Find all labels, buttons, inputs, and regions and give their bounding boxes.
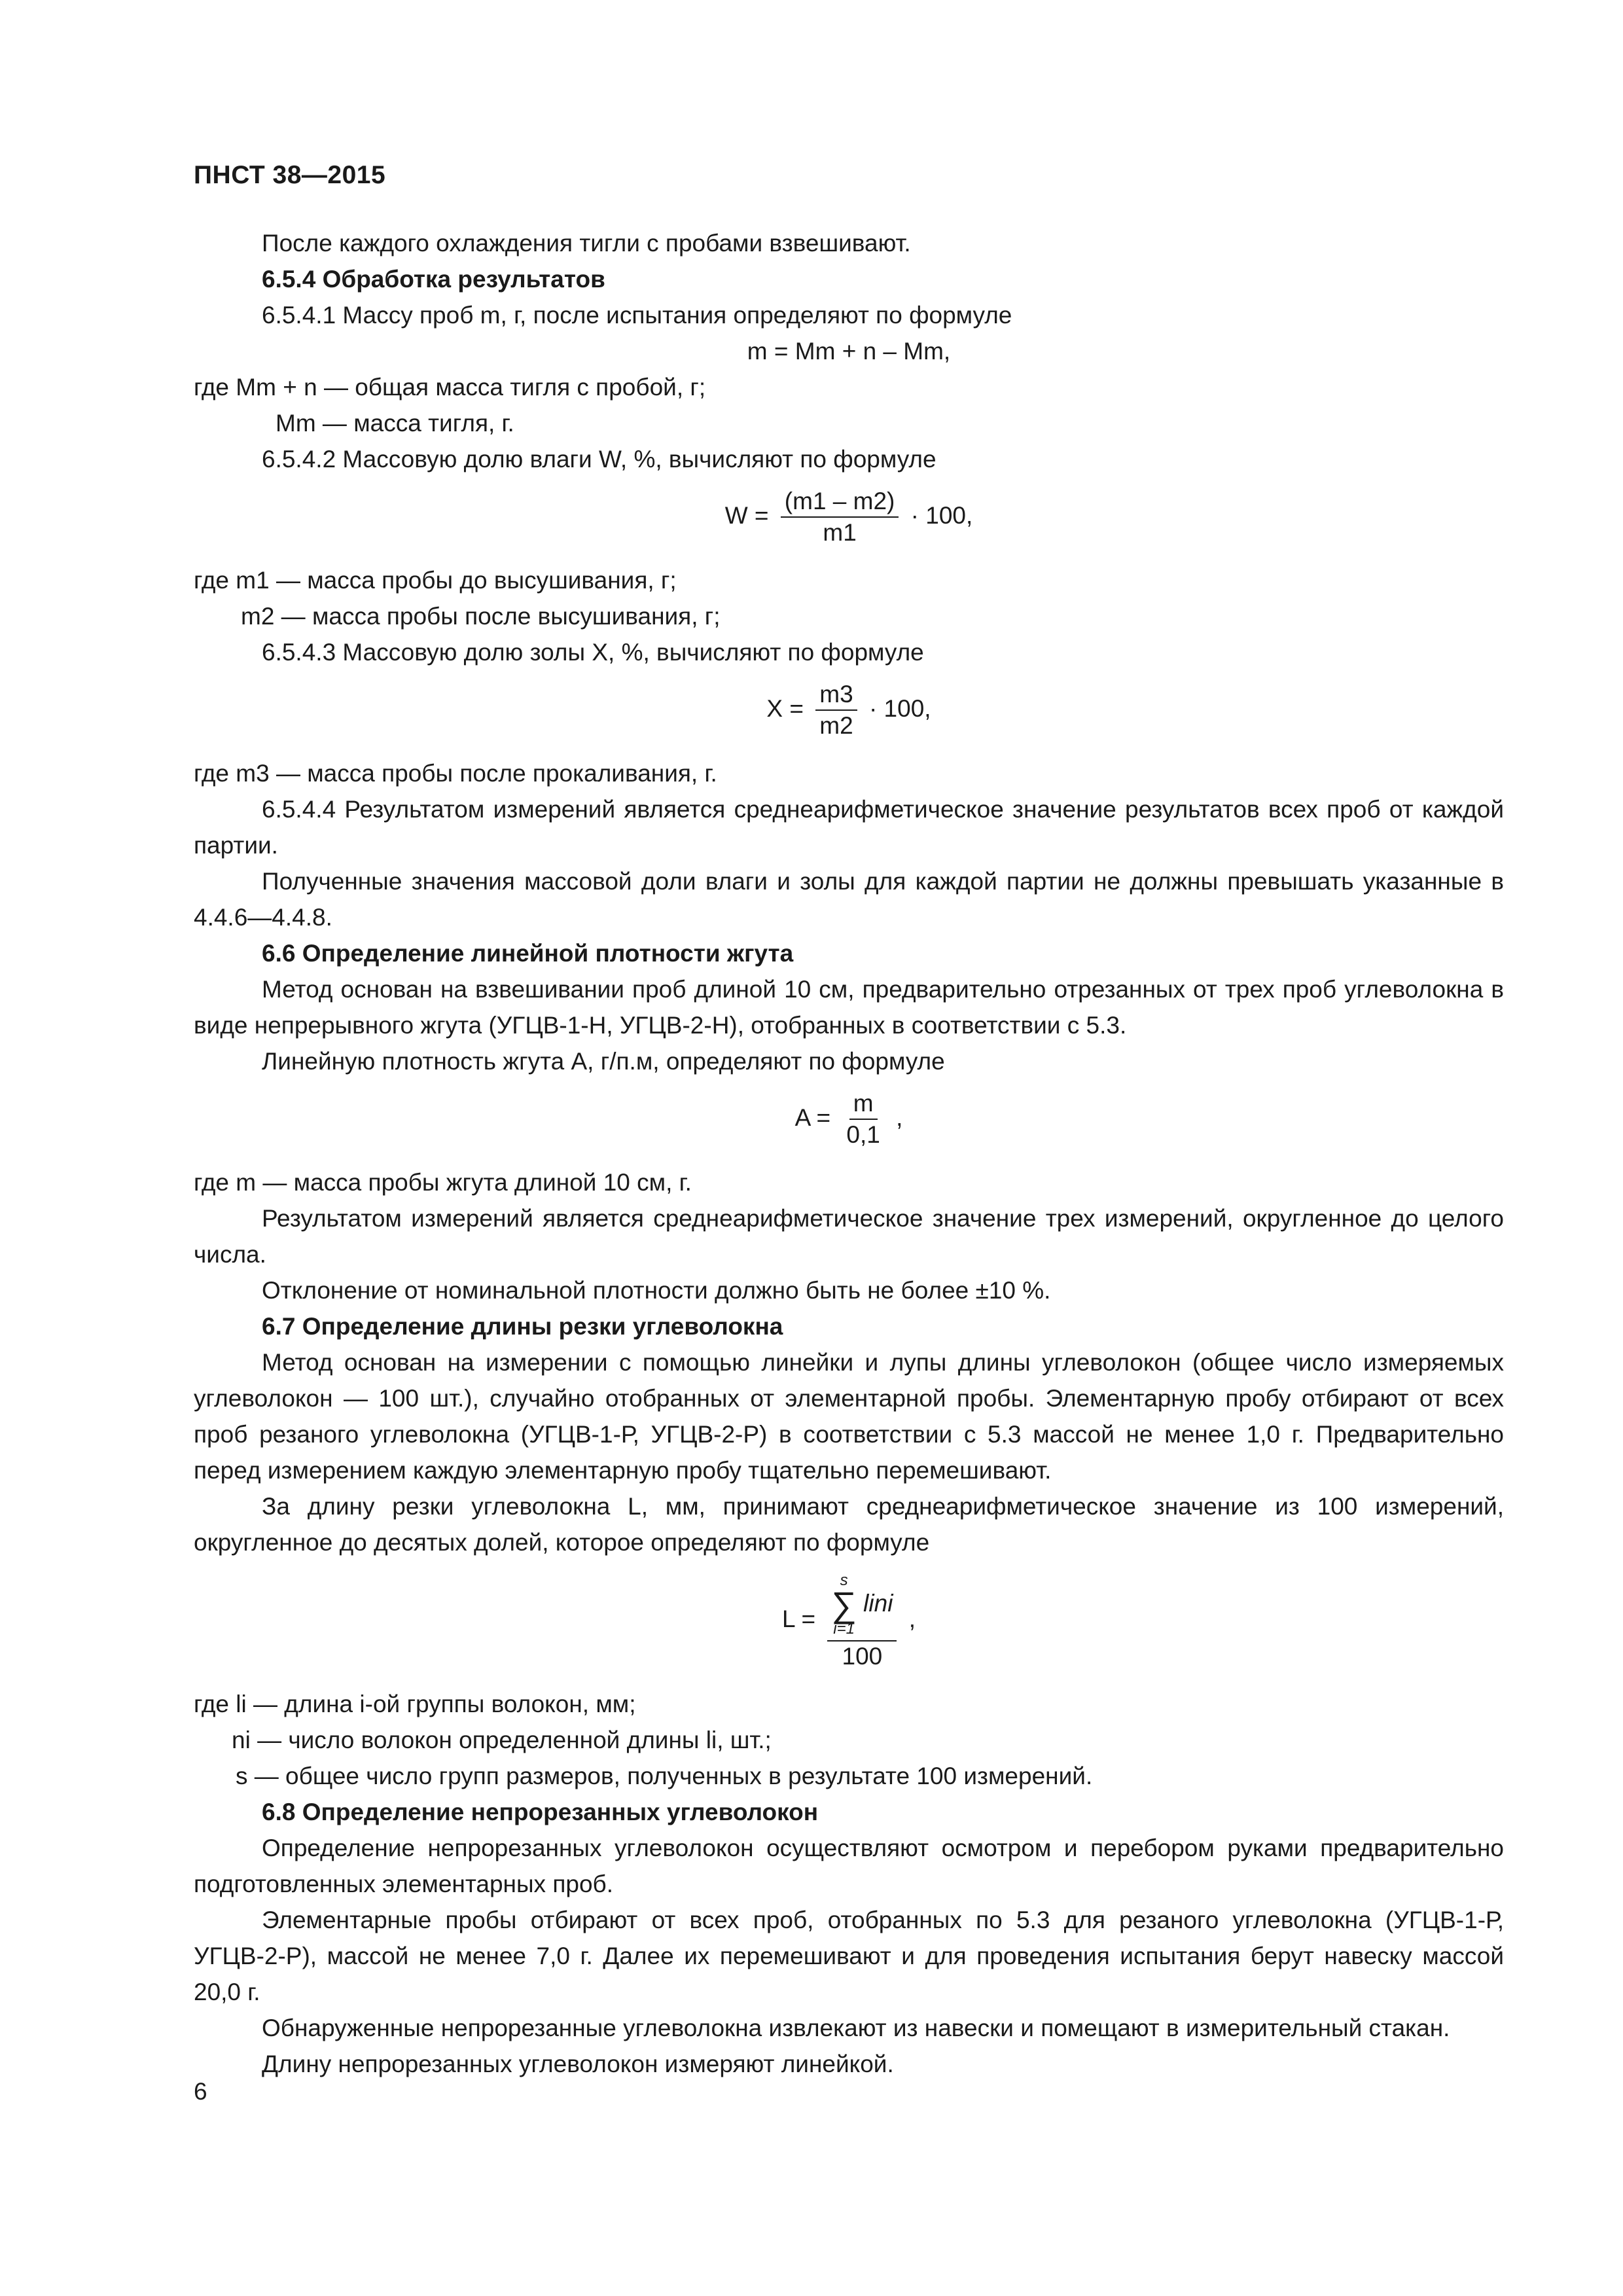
formula-density-denominator: 0,1 xyxy=(846,1121,880,1148)
formula-ash-numerator: m3 xyxy=(815,681,857,711)
heading-6-5-4: 6.5.4 Обработка результатов xyxy=(262,266,605,293)
heading-6-8: 6.8 Определение непрорезанных углеволокон xyxy=(262,1799,819,1825)
formula-length-lhs: L = xyxy=(782,1605,816,1632)
formula-moisture-lhs: W = xyxy=(724,501,769,529)
paragraph-6-7-formula-intro: За длину резки углеволокна L, мм, принимают среднеарифметическое значение из 100 измерений, округленное до десятых долей, которое определяют по формуле xyxy=(194,1493,1504,1556)
formula-length-denominator: 100 xyxy=(842,1643,883,1670)
formula-density-numerator: m xyxy=(849,1090,878,1120)
formula-moisture-fraction xyxy=(781,488,899,547)
formula-moisture-numerator: (m1 – m2) xyxy=(781,488,899,518)
heading-6-7: 6.7 Определение длины резки углеволокна xyxy=(262,1313,783,1340)
formula-ash-lhs: X = xyxy=(766,694,804,722)
legend-li: где li — длина i-ой группы волокон, мм; xyxy=(194,1691,636,1717)
document-code-header: ПНСТ 38—2015 xyxy=(194,161,386,189)
summation-lower-limit: i=1 xyxy=(833,1620,855,1638)
formula-ash-fraction xyxy=(815,681,857,740)
summation-sign xyxy=(831,1571,857,1639)
summation-upper-limit: s xyxy=(840,1571,848,1589)
page-number: 6 xyxy=(194,2078,207,2105)
legend-m-tow: где m — масса пробы жгута длиной 10 см, г. xyxy=(194,1169,692,1196)
formula-length-numerator xyxy=(827,1571,897,1641)
formula-density-fraction xyxy=(842,1090,883,1149)
formula-density-tail: , xyxy=(896,1103,903,1131)
paragraph-6-5-4-1: 6.5.4.1 Массу проб m, г, после испытания определяют по формуле xyxy=(262,302,1012,329)
paragraph-6-8-extraction: Обнаруженные непрорезанные углеволокна извлекают из навески и помещают в измерительный стакан. xyxy=(262,2015,1450,2041)
paragraph-6-8-measure: Длину непрорезанных углеволокон измеряют линейкой. xyxy=(262,2051,894,2077)
legend-m-total: где Mm + n — общая масса тигля с пробой, г; xyxy=(194,374,706,401)
legend-m-crucible: Mm — масса тигля, г. xyxy=(276,410,514,437)
paragraph-6-8-sampling: Элементарные пробы отбирают от всех проб, отобранных по 5.3 для резаного углеволокна (УГЦВ-1-Р, УГЦВ-2-Р), массой не менее 7,0 г. Далее их перемешивают и для проведения испытания берут навеску массой 20,0 г. xyxy=(194,1907,1504,2005)
paragraph-6-5-4-2: 6.5.4.2 Массовую долю влаги W, %, вычисляют по формуле xyxy=(262,446,936,473)
formula-moisture-tail: · 100, xyxy=(910,501,973,529)
paragraph-6-6-deviation: Отклонение от номинальной плотности должно быть не более ±10 %. xyxy=(262,1277,1051,1304)
paragraph-6-6-formula-intro: Линейную плотность жгута A, г/п.м, определяют по формуле xyxy=(262,1048,945,1075)
paragraph-6-5-4-4: 6.5.4.4 Результатом измерений является среднеарифметическое значение результатов всех проб от каждой партии. xyxy=(194,796,1504,859)
formula-ash xyxy=(194,681,1504,740)
formula-linear-density xyxy=(194,1090,1504,1149)
summation-body: lini xyxy=(863,1589,893,1617)
paragraph-limits: Полученные значения массовой доли влаги и золы для каждой партии не должны превышать указанные в 4.4.6—4.4.8. xyxy=(194,868,1504,931)
paragraph-crucible-weighing: После каждого охлаждения тигли с пробами взвешивают. xyxy=(262,230,911,257)
formula-length-tail: , xyxy=(908,1605,916,1632)
paragraph-6-7-method: Метод основан на измерении с помощью линейки и лупы длины углеволокон (общее число измеряемых углеволокон — 100 шт.), случайно отобранных от элементарной пробы. Элементарную пробу отбирают от всех проб резаного углеволокна (УГЦВ-1-Р, УГЦВ-2-Р) в соответствии с 5.3 массой не менее 1,0 г. Предварительно перед измерением каждую элементарную пробу тщательно перемешивают. xyxy=(194,1349,1504,1484)
paragraph-6-6-method: Метод основан на взвешивании проб длиной 10 см, предварительно отрезанных от трех проб углеволокна в виде непрерывного жгута (УГЦВ-1-Н, УГЦВ-2-Н), отобранных в соответствии с 5.3. xyxy=(194,976,1504,1039)
paragraph-6-5-4-3: 6.5.4.3 Массовую долю золы X, %, вычисляют по формуле xyxy=(262,639,924,666)
formula-ash-tail: · 100, xyxy=(868,694,931,722)
paragraph-6-6-result: Результатом измерений является среднеарифметическое значение трех измерений, округленное до целого числа. xyxy=(194,1205,1504,1268)
legend-s: s — общее число групп размеров, полученных в результате 100 измерений. xyxy=(236,1763,1093,1789)
formula-moisture xyxy=(194,488,1504,547)
summation-symbol: ∑ xyxy=(831,1585,857,1624)
paragraph-6-8-intro: Определение непрорезанных углеволокон осуществляют осмотром и перебором руками предварительно подготовленных элементарных проб. xyxy=(194,1835,1504,1897)
formula-moisture-denominator: m1 xyxy=(823,519,857,546)
legend-ni: ni — число волокон определенной длины li, шт.; xyxy=(232,1727,772,1753)
formula-cut-length xyxy=(194,1571,1504,1670)
legend-m1: где m1 — масса пробы до высушивания, г; xyxy=(194,567,677,594)
formula-ash-denominator: m2 xyxy=(819,712,853,739)
legend-m2: m2 — масса пробы после высушивания, г; xyxy=(241,603,721,630)
formula-length-fraction xyxy=(827,1571,897,1670)
formula-mass: m = Mm + n – Mm, xyxy=(747,338,951,365)
page-body xyxy=(194,225,1504,2082)
legend-m3: где m3 — масса пробы после прокаливания, г. xyxy=(194,760,717,787)
formula-density-lhs: A = xyxy=(794,1103,831,1131)
heading-6-6: 6.6 Определение линейной плотности жгута xyxy=(262,940,794,967)
